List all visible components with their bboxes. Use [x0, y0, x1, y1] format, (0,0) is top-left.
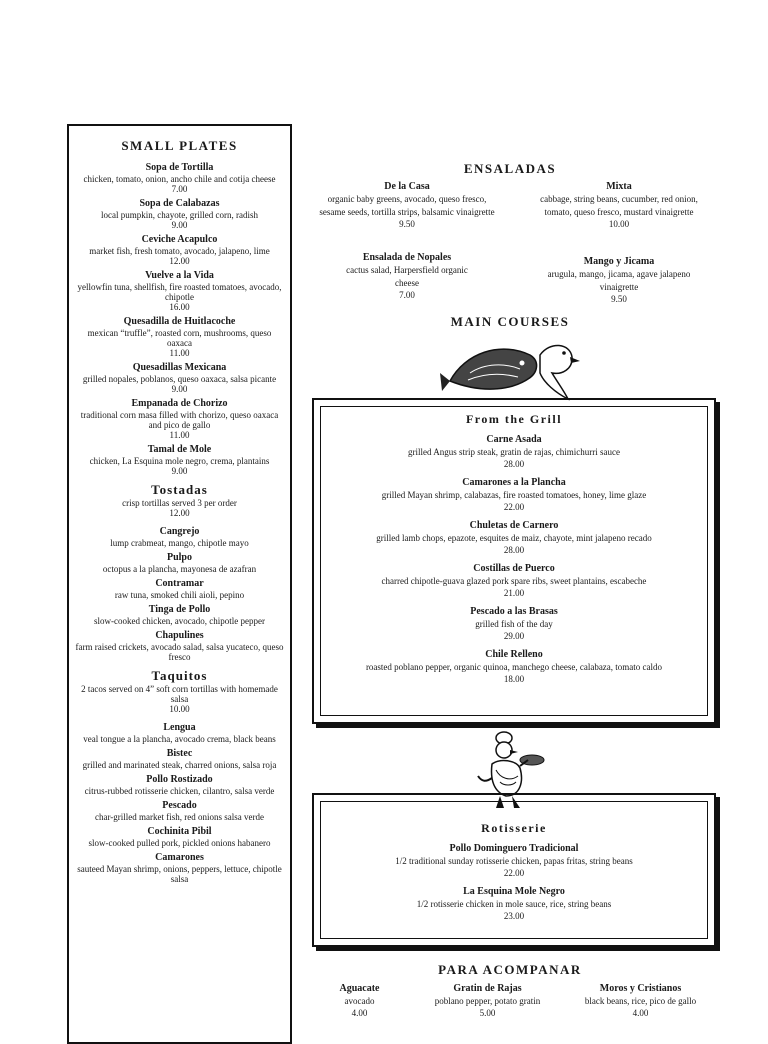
item-price: 21.00: [503, 588, 525, 598]
item-name: Carne Asada: [486, 434, 542, 445]
item-name: Vuelve a la Vida: [145, 270, 214, 281]
item-name: Pollo Dominguero Tradicional: [449, 843, 579, 854]
item-name: Lengua: [163, 722, 196, 733]
item-description: grilled lamb chops, epazote, esquites de maiz, chayote, mint jalapeno recado: [376, 533, 652, 543]
item-price: 28.00: [503, 459, 525, 469]
item-description: roasted poblano pepper, organic quinoa, manchego cheese, calabaza, tomato caldo: [365, 662, 663, 672]
item-name: Moros y Cristianos: [599, 983, 682, 994]
taquitos-price: 10.00: [169, 704, 190, 714]
small-plate-item: [69, 362, 290, 394]
small-plates-title: SMALL PLATES: [121, 138, 238, 153]
item-price: 7.00: [399, 290, 415, 300]
grill-item: [324, 520, 704, 556]
taquito-item: [69, 852, 290, 884]
para-acompanar-title: PARA ACOMPANAR: [438, 962, 582, 977]
rotisserie-list: [324, 843, 704, 922]
grill-content: [324, 412, 704, 685]
item-name: Tamal de Mole: [147, 444, 212, 455]
item-name: Mango y Jicama: [583, 256, 655, 267]
grill-title: From the Grill: [465, 412, 563, 426]
grill-list: [324, 434, 704, 685]
item-name: Empanada de Chorizo: [131, 398, 228, 409]
item-name: Pulpo: [166, 552, 192, 563]
rotisserie-title: Rotisserie: [481, 821, 547, 835]
item-price: 23.00: [503, 911, 525, 921]
grill-item: [324, 434, 704, 470]
tostadas-list: [69, 526, 290, 662]
tostadas-title: Tostadas: [151, 482, 208, 497]
tostadas-description: crisp tortillas served 3 per order: [122, 498, 237, 508]
item-price: 28.00: [503, 545, 525, 555]
item-name: Pollo Rostizado: [146, 774, 213, 785]
item-price: 11.00: [169, 348, 190, 358]
item-description: sauteed Mayan shrimp, onions, peppers, lettuce, chipotle salsa: [77, 864, 282, 884]
item-name: Quesadillas Mexicana: [132, 362, 227, 373]
item-name: Tinga de Pollo: [148, 604, 211, 615]
item-description: market fish, fresh tomato, avocado, jalapeno, lime: [89, 246, 270, 256]
item-description: slow-cooked chicken, avocado, chipotle pepper: [94, 616, 265, 626]
item-price: 5.00: [479, 1008, 496, 1018]
item-price: 9.00: [171, 220, 188, 230]
item-price: 16.00: [169, 302, 190, 312]
item-description: avocado: [344, 996, 375, 1006]
item-description: yellowfin tuna, shellfish, fire roasted tomatoes, avocado, chipotle: [77, 282, 282, 302]
grill-item: [324, 563, 704, 599]
side-aguacate: [312, 983, 407, 1019]
item-name: Contramar: [155, 578, 204, 589]
item-name: Sopa de Calabazas: [139, 198, 220, 209]
taquito-item: [69, 774, 290, 796]
item-description: octopus a la plancha, mayonesa de azafran: [102, 564, 257, 574]
item-name: Cochinita Pibil: [147, 826, 212, 837]
item-name: Ensalada de Nopales: [362, 252, 452, 263]
small-plate-item: [69, 162, 290, 194]
item-description: poblano pepper, potato gratin: [434, 996, 541, 1006]
item-name: Pescado a las Brasas: [470, 606, 558, 617]
ensalada-de-nopales: [312, 252, 502, 301]
small-plate-item: [69, 398, 290, 440]
item-price: 7.00: [171, 184, 188, 194]
item-description: black beans, rice, pico de gallo: [584, 996, 697, 1006]
taquito-item: [69, 826, 290, 848]
item-price: 18.00: [503, 674, 525, 684]
main-courses-title: MAIN COURSES: [450, 314, 570, 329]
taquitos-list: [69, 722, 290, 884]
side-gratin-de-rajas: [415, 983, 560, 1019]
item-name: Camarones a la Plancha: [462, 477, 566, 488]
item-price: 9.00: [171, 466, 188, 476]
tostada-item: [69, 630, 290, 662]
grill-item: [324, 477, 704, 513]
taquito-item: [69, 748, 290, 770]
grill-box-shadow: [716, 402, 720, 726]
grill-box: [312, 398, 716, 724]
small-plate-item: [69, 270, 290, 312]
item-price: 29.00: [503, 631, 525, 641]
item-description: slow-cooked pulled pork, pickled onions habanero: [88, 838, 271, 848]
small-plate-item: [69, 316, 290, 358]
item-name: Gratin de Rajas: [453, 983, 522, 994]
item-description: chicken, tomato, onion, ancho chile and cotija cheese: [83, 174, 276, 184]
item-name: La Esquina Mole Negro: [463, 886, 565, 897]
rotisserie-box: [312, 793, 716, 947]
item-description: arugula, mango, jicama, agave jalapeno vinaigrette: [547, 269, 691, 292]
item-description: grilled nopales, poblanos, queso oaxaca, salsa picante: [82, 374, 277, 384]
item-name: Chile Relleno: [485, 649, 543, 660]
item-name: De la Casa: [384, 181, 430, 192]
item-price: 22.00: [503, 502, 525, 512]
item-description: cactus salad, Harpersfield organic cheese: [346, 265, 468, 288]
item-price: 12.00: [169, 256, 190, 266]
small-plates-panel: [67, 124, 292, 1044]
ensalada-mixta: [525, 181, 713, 230]
item-description: grilled Angus strip steak, gratin de rajas, chimichurri sauce: [408, 447, 620, 457]
item-description: chicken, La Esquina mole negro, crema, plantains: [89, 456, 270, 466]
small-plate-item: [69, 198, 290, 230]
item-price: 11.00: [169, 430, 190, 440]
item-description: raw tuna, smoked chili aioli, pepino: [114, 590, 245, 600]
taquito-item: [69, 800, 290, 822]
item-name: Sopa de Tortilla: [145, 162, 214, 173]
rotisserie-item: [324, 843, 704, 879]
taquitos-title: Taquitos: [151, 668, 208, 683]
tostada-item: [69, 578, 290, 600]
small-plate-item: [69, 444, 290, 476]
item-description: charred chipotle-guava glazed pork spare ribs, sweet plantains, escabeche: [381, 576, 647, 586]
item-description: grilled Mayan shrimp, calabazas, fire roasted tomatoes, honey, lime glaze: [381, 490, 647, 500]
item-name: Chuletas de Carnero: [469, 520, 559, 531]
item-name: Bistec: [166, 748, 193, 759]
grill-box-shadow-bottom: [316, 724, 720, 728]
item-description: organic baby greens, avocado, queso fresco, sesame seeds, tortilla strips, balsamic vinaigrette: [319, 194, 495, 217]
item-description: traditional corn masa filled with chorizo, queso oaxaca and pico de gallo: [80, 410, 279, 430]
item-name: Pescado: [162, 800, 197, 811]
item-description: local pumpkin, chayote, grilled corn, radish: [101, 210, 258, 220]
item-description: cabbage, string beans, cucumber, red onion, tomato, queso fresco, mustard vinaigrette: [540, 194, 698, 217]
small-plate-item: [69, 234, 290, 266]
item-name: Chapulines: [155, 630, 204, 641]
rotisserie-content: [324, 821, 704, 922]
tostada-item: [69, 604, 290, 626]
item-price: 9.50: [611, 294, 627, 304]
ensalada-de-la-casa: [312, 181, 502, 230]
item-price: 22.00: [503, 868, 525, 878]
grill-item: [324, 606, 704, 642]
small-plates-list: [69, 162, 290, 476]
side-moros-y-cristianos: [568, 983, 713, 1019]
tostada-item: [69, 552, 290, 574]
item-description: 1/2 rotisserie chicken in mole sauce, rice, string beans: [416, 899, 612, 909]
item-name: Camarones: [155, 852, 204, 863]
item-name: Mixta: [606, 181, 632, 192]
item-description: mexican “truffle”, roasted corn, mushrooms, queso oaxaca: [87, 328, 272, 348]
item-description: grilled and marinated steak, charred onions, salsa roja: [82, 760, 277, 770]
rotisserie-box-shadow-bottom: [316, 947, 720, 951]
item-description: lump crabmeat, mango, chipotle mayo: [110, 538, 249, 548]
fish-with-bird-illustration: [440, 333, 580, 403]
taquito-item: [69, 722, 290, 744]
item-name: Aguacate: [339, 983, 380, 994]
item-description: farm raised crickets, avocado salad, salsa yucateco, queso fresco: [75, 642, 284, 662]
item-description: citrus-rubbed rotisserie chicken, cilantro, salsa verde: [84, 786, 275, 796]
tostada-item: [69, 526, 290, 548]
ensalada-mango-y-jicama: [525, 256, 713, 305]
item-name: Costillas de Puerco: [473, 563, 555, 574]
rotisserie-box-shadow: [716, 797, 720, 949]
item-description: grilled fish of the day: [475, 619, 553, 629]
taquitos-description: 2 tacos served on 4” soft corn tortillas with homemade salsa: [81, 684, 278, 704]
item-name: Cangrejo: [159, 526, 200, 537]
item-price: 4.00: [351, 1008, 368, 1018]
item-name: Ceviche Acapulco: [141, 234, 218, 245]
item-price: 10.00: [608, 219, 630, 229]
item-price: 9.50: [399, 219, 415, 229]
item-description: veal tongue a la plancha, avocado crema, black beans: [83, 734, 276, 744]
tostadas-price: 12.00: [169, 508, 190, 518]
ensaladas-title: ENSALADAS: [463, 161, 557, 176]
item-name: Quesadilla de Huitlacoche: [123, 316, 236, 327]
item-price: 9.00: [171, 384, 188, 394]
grill-item: [324, 649, 704, 685]
rotisserie-item: [324, 886, 704, 922]
item-price: 4.00: [632, 1008, 649, 1018]
item-description: char-grilled market fish, red onions salsa verde: [94, 812, 264, 822]
item-description: 1/2 traditional sunday rotisserie chicken, papas fritas, string beans: [395, 856, 633, 866]
